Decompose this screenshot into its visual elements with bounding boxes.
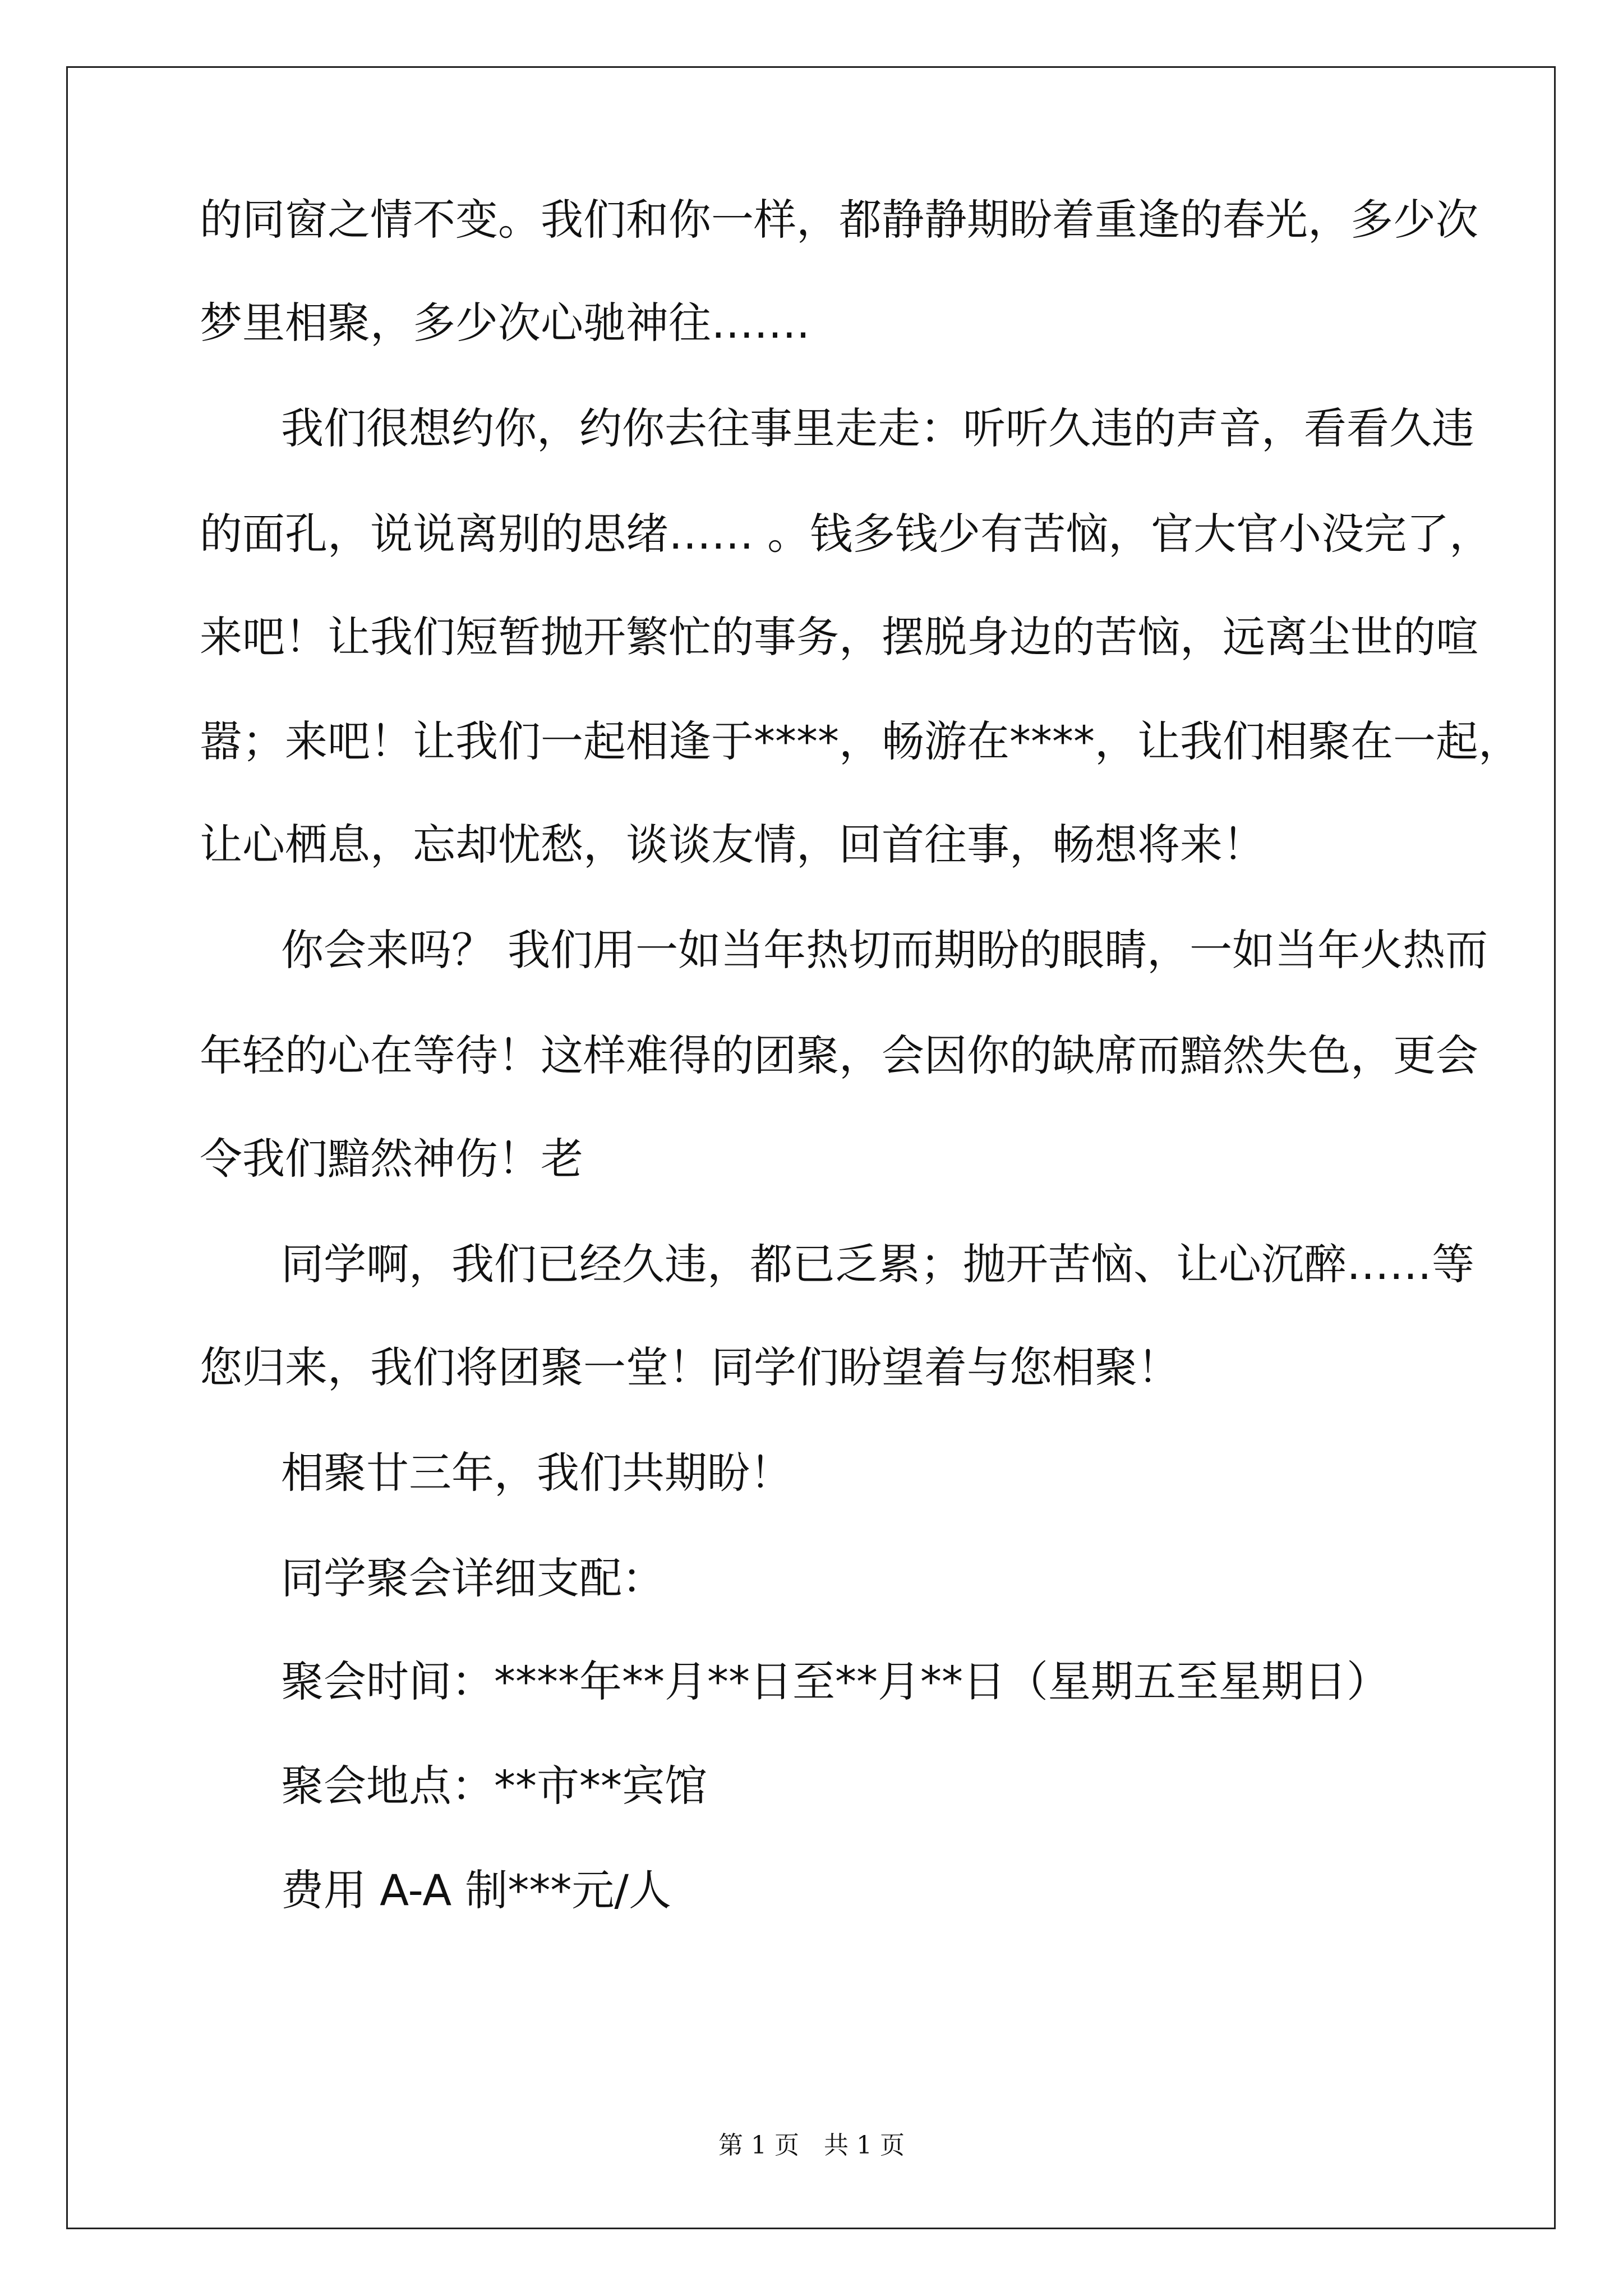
text-line: 来吧！让我们短暂抛开繁忙的事务，摆脱身边的苦恼，远离尘世的喧 [200,612,1478,662]
text-line: 的面孔，说说离别的思绪…… 。钱多钱少有苦恼，官大官小没完了， [200,509,1492,559]
page-number-footer: 第 1 页 共 1 页 [718,2131,905,2160]
text-line: 梦里相聚，多少次心驰神往……. [200,298,810,348]
text-line: 的同窗之情不变。我们和你一样，都静静期盼着重逢的春光，多少次 [200,195,1478,245]
text-line: 令我们黯然神伤！老 [200,1134,583,1184]
text-line: 您归来，我们将团聚一堂！同学们盼望着与您相聚！ [200,1342,1180,1392]
fee-line: 费用 A-A 制***元/人 [281,1865,671,1915]
text-line: 嚣；来吧！让我们一起相逢于****，畅游在****，让我们相聚在一起， [200,716,1521,766]
meeting-place-line: 聚会地点：**市**宾馆 [281,1761,707,1811]
text-line: 年轻的心在等待！这样难得的团聚，会因你的缺席而黯然失色，更会 [200,1030,1478,1080]
section-heading: 同学聚会详细支配： [281,1553,665,1603]
text-line: 让心栖息，忘却忧愁，谈谈友情，回首往事，畅想将来！ [200,820,1265,869]
meeting-time-line: 聚会时间：****年**月**日至**月**日（星期五至星期日） [281,1657,1389,1706]
paragraph-start-line: 我们很想约你，约你去往事里走走：听听久违的声音，看看久违 [281,403,1474,453]
paragraph-start-line: 同学啊，我们已经久违，都已乏累；抛开苦恼、让心沉醉……等 [281,1239,1474,1289]
paragraph-start-line: 相聚廿三年，我们共期盼！ [281,1448,792,1498]
paragraph-start-line: 你会来吗？ 我们用一如当年热切而期盼的眼睛，一如当年火热而 [281,925,1488,975]
